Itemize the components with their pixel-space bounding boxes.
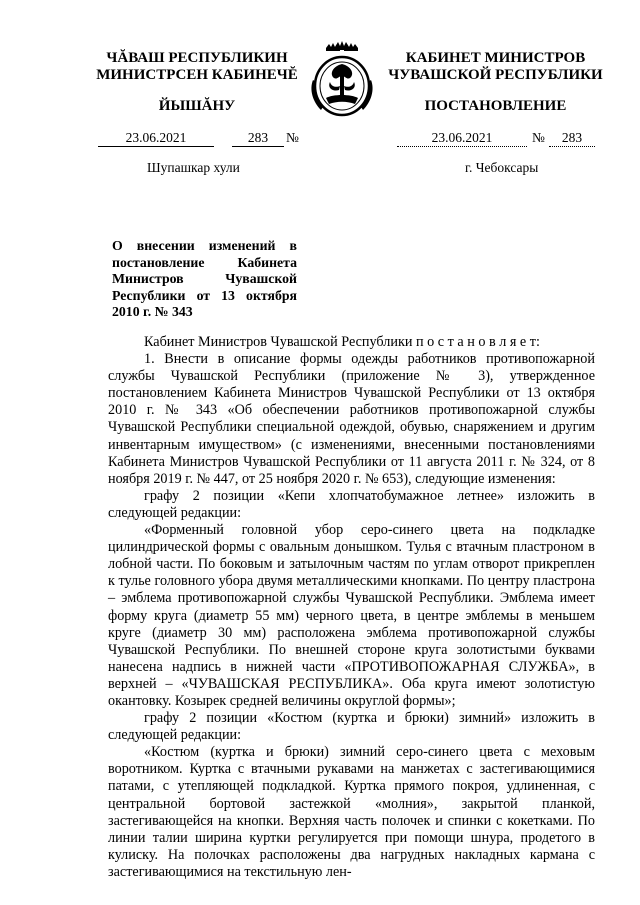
body-intro: Кабинет Министров Чувашской Республики п о с т а н о в л я е т: <box>144 334 540 350</box>
left-date-field <box>98 130 214 147</box>
left-number-sign: № <box>286 130 299 145</box>
header-right <box>383 50 608 84</box>
left-registration <box>98 130 308 146</box>
coat-of-arms-emblem <box>303 40 381 120</box>
header-right-line2: ЧУВАШСКОЙ РЕСПУБЛИКИ <box>388 67 603 83</box>
right-city: г. Чебоксары <box>465 160 539 175</box>
body-paragraph-1: 1. Внести в описание формы одежды работников противопожарной службы Чувашской Республики (приложение № 3), утвержденное постановлением Кабинета Министров Чувашской Республики от 13 октября 2010 г. № 343 «Об обеспечении работников противопожарной службы Чувашской Республики специальной одеждой, обувью, снаряжением и другим инвентарным имуществом» (с изменениями, внесенными постановлениями Кабинета Министров Чувашской Республики от 11 августа 2011 г. № 324, от 8 ноября 2019 г. № 447, от 25 ноября 2020 г. № 653), следующие изменения: <box>108 351 595 487</box>
left-number-field <box>232 130 284 147</box>
left-city: Шупашкар хули <box>147 160 240 175</box>
body-paragraph-5: «Костюм (куртка и брюки) зимний серо-синего цвета с меховым воротником. Куртка с втачными рукавами на манжетах с застегивающимися патами, с утепляющей подкладкой. Куртка прямого покроя, удлиненная, с центральной бортовой застежкой «молния», закрытой планкой, застегивающейся на кнопки. Верхняя часть полочек и спинки с кокетками. По линии талии ширина куртки регулируется при помощи шнура, продетого в кулиску. На полочках расположены два нагрудных накладных кармана с застегивающимися на текстильную лен- <box>108 744 595 880</box>
right-date-field <box>397 130 527 147</box>
header-left-line1: ЧĂВАШ РЕСПУБЛИКИН <box>106 50 288 66</box>
left-date: 23.06.2021 <box>125 130 187 145</box>
right-number: 283 <box>561 130 583 145</box>
document-title: О внесении изменений в постановление Кабинета Министров Чувашской Республики от 13 октября 2010 г. № 343 <box>112 238 297 320</box>
right-doc-type: ПОСТАНОВЛЕНИЕ <box>424 98 567 114</box>
body-paragraph-4: графу 2 позиции «Костюм (куртка и брюки) зимний» изложить в следующей редакции: <box>108 710 595 744</box>
right-registration <box>397 130 607 146</box>
right-number-field <box>549 130 595 147</box>
left-doc-type: ЙЫШĂНУ <box>158 98 236 114</box>
header-left <box>92 50 302 84</box>
header-right-line1: КАБИНЕТ МИНИСТРОВ <box>405 50 586 66</box>
right-number-sign: № <box>532 130 545 145</box>
right-date: 23.06.2021 <box>431 130 493 145</box>
document-body <box>108 334 595 881</box>
header-left-line2: МИНИСТРСЕН КАБИНЕЧĔ <box>96 67 298 83</box>
body-paragraph-2: графу 2 позиции «Кепи хлопчатобумажное летнее» изложить в следующей редакции: <box>108 487 595 521</box>
body-paragraph-3: «Форменный головной убор серо-синего цвета на подкладке цилиндрической формы с овальным донышком. Тулья с втачным пластроном в лобной части. По боковым и затылочным частям по углам отворот прикреплен к тулье головного убора двумя металлическими кнопками. По центру пластрона – эмблема противопожарной службы Чувашской Республики. Эмблема имеет форму круга (диаметр 55 мм) черного цвета, в центре эмблемы в меньшем круге (диаметр 30 мм) расположена эмблема противопожарной службы Чувашской Республики. По внешней стороне круга золотистыми буквами нанесена надпись в нижней части «ПРОТИВОПОЖАРНАЯ СЛУЖБА», в верхней – «ЧУВАШСКАЯ РЕСПУБЛИКА». Оба круга имеют золотистую окантовку. Козырек средней величины округлой формы»; <box>108 522 595 709</box>
left-number: 283 <box>247 130 269 145</box>
